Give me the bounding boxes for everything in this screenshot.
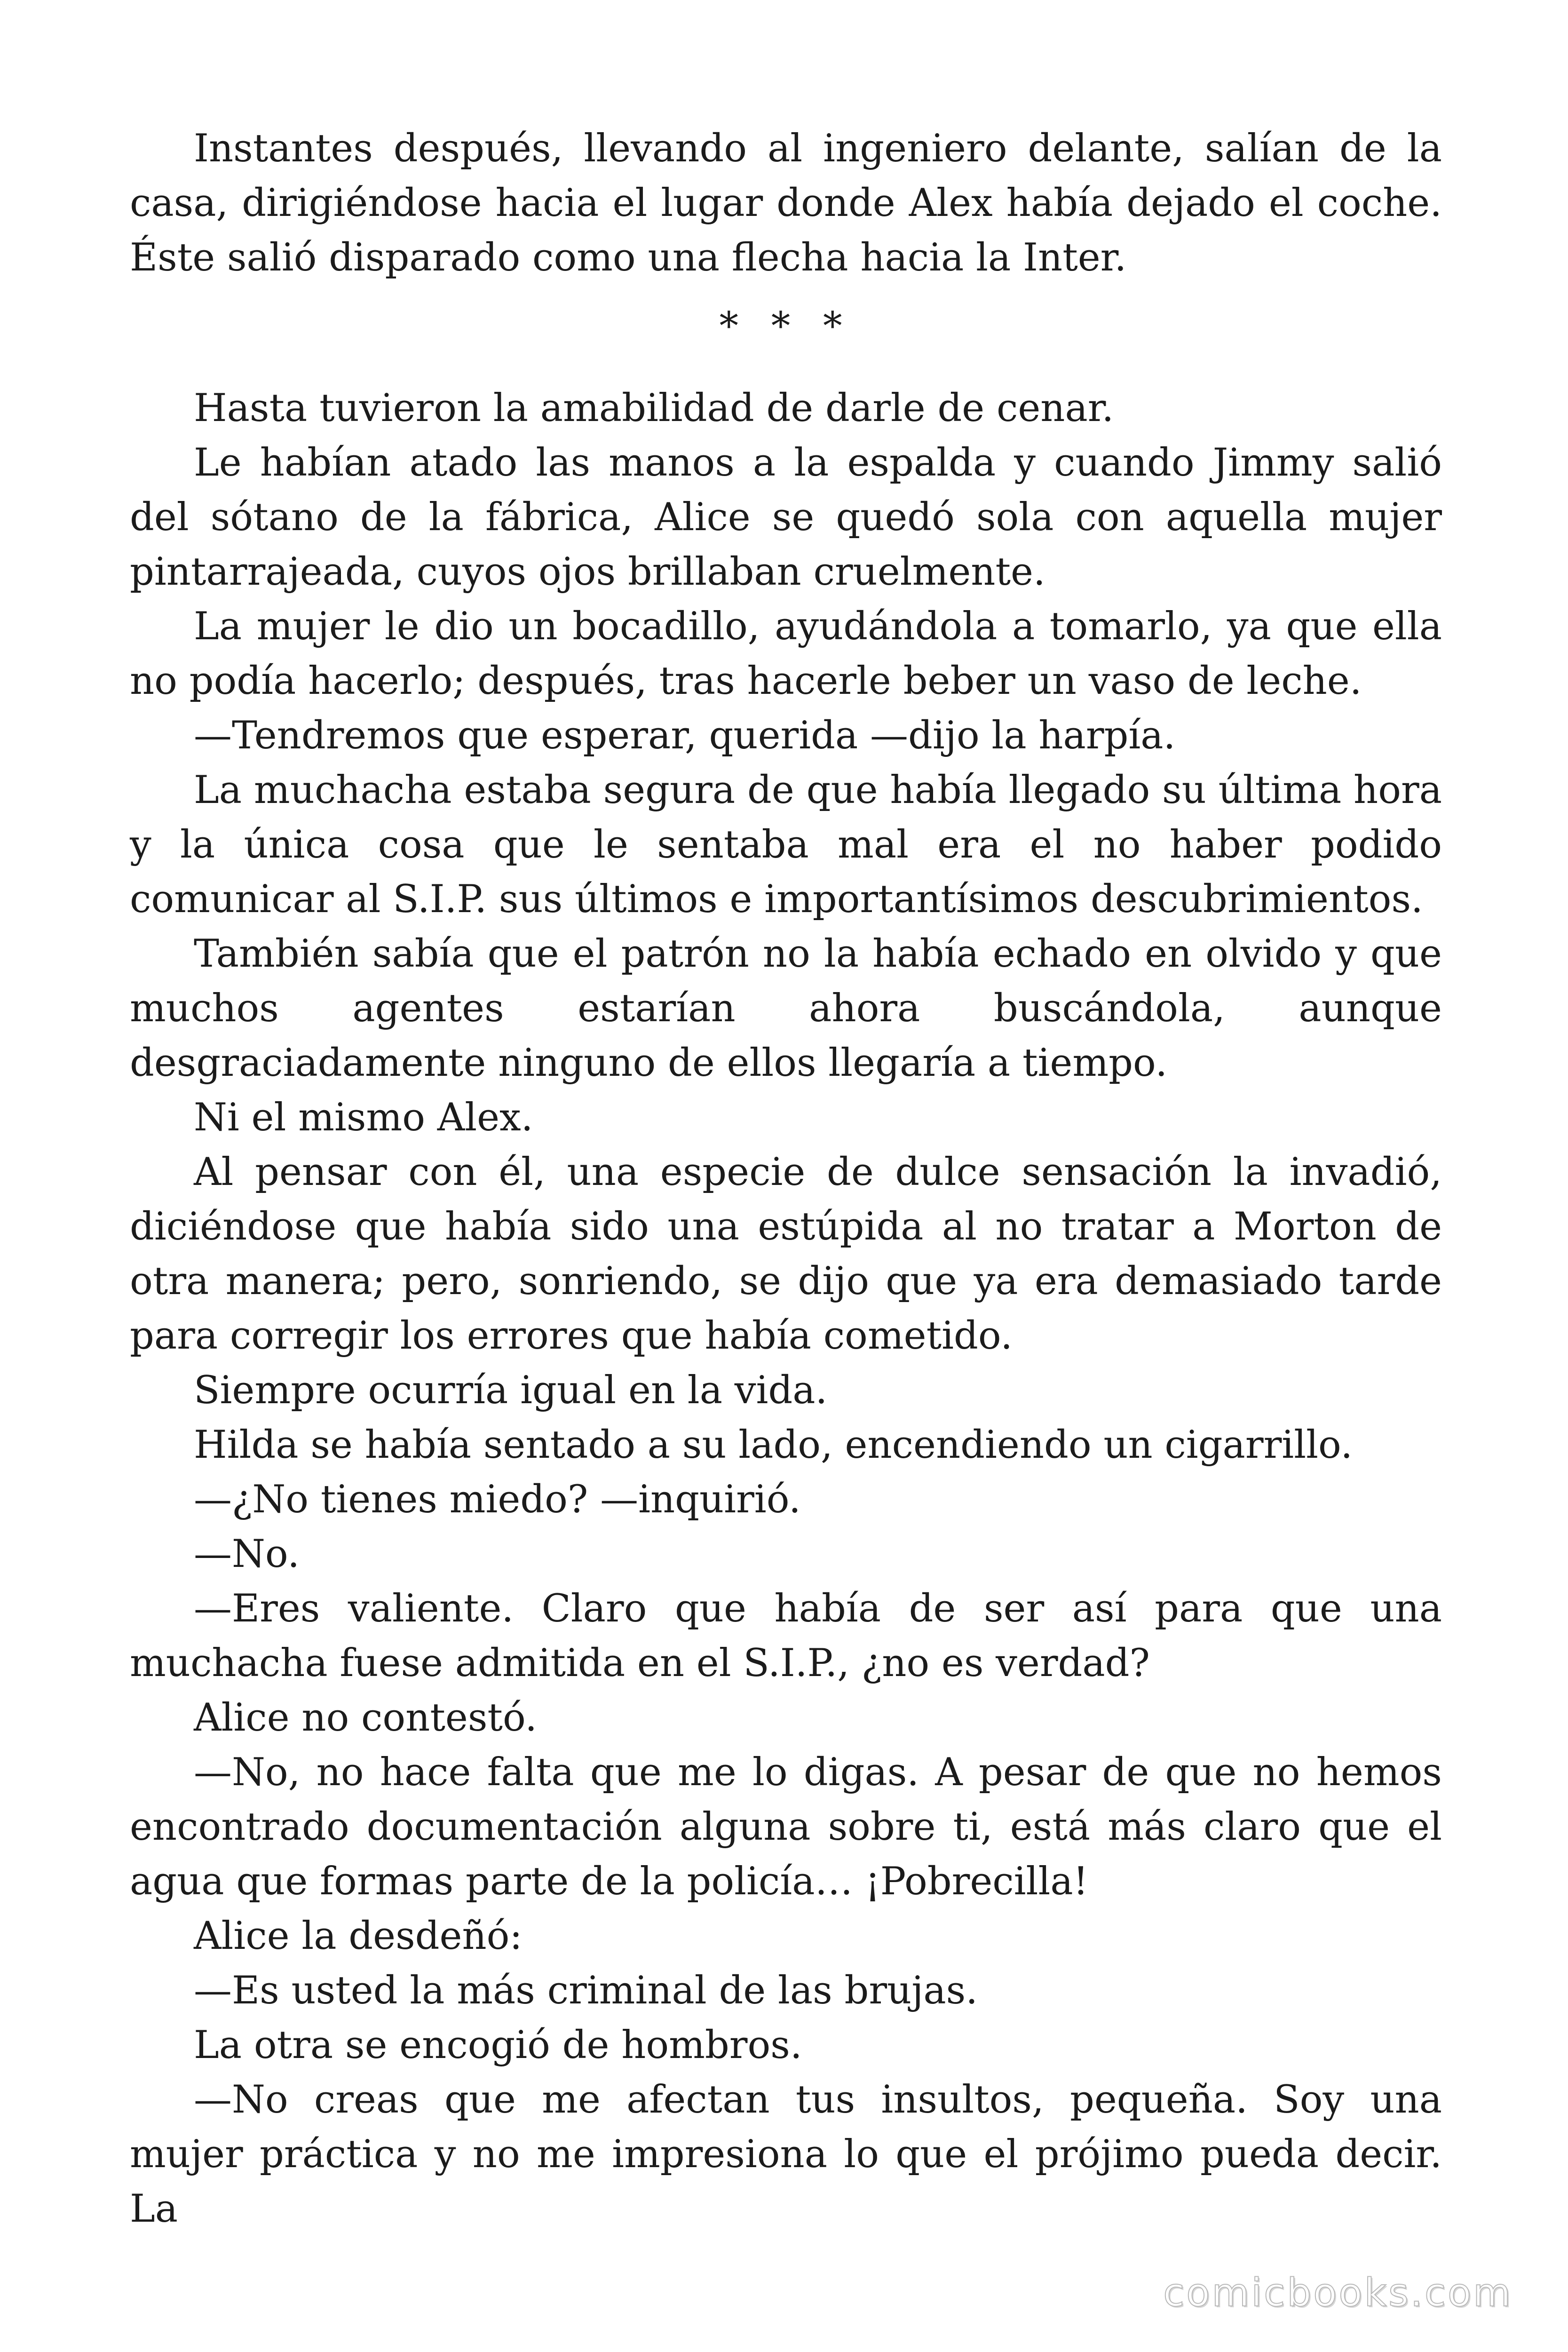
paragraph: Alice no contestó. [194,1696,538,1740]
scene-separator: * * * [719,304,853,349]
paragraph: La muchacha estaba segura de que había llegado su última hora y la única cosa que le sentaba mal era el no haber podido comunicar al S.I.P. sus últimos e importantísimos descubrimientos. [130,768,1442,922]
paragraph: Hasta tuvieron la amabilidad de darle de cenar. [194,386,1114,430]
paragraph: —Es usted la más criminal de las brujas. [194,1969,978,2013]
paragraph: Alice la desdeñó: [194,1914,523,1958]
paragraph: —¿No tienes miedo? —inquirió. [194,1478,801,1522]
watermark: comicbooks.com [1163,2271,1513,2315]
paragraph: La otra se encogió de hombros. [194,2023,802,2067]
paragraph: Instantes después, llevando al ingeniero delante, salían de la casa, dirigiéndose hacia el lugar donde Alex había dejado el coche. Éste salió disparado como una flecha hacia la Inter. [130,127,1442,280]
page-text [130,121,1442,2236]
paragraph: Le habían atado las manos a la espalda y cuando Jimmy salió del sótano de la fábrica, Alice se quedó sola con aquella mujer pintarrajeada, cuyos ojos brillaban cruelmente. [130,441,1442,594]
paragraph: —No creas que me afectan tus insultos, pequeña. Soy una mujer práctica y no me impresiona lo que el prójimo pueda decir. La [130,2078,1442,2231]
paragraph: —Eres valiente. Claro que había de ser así para que una muchacha fuese admitida en el S.I.P., ¿no es verdad? [130,1587,1442,1685]
paragraph: —No, no hace falta que me lo digas. A pesar de que no hemos encontrado documentación alguna sobre ti, está más claro que el agua que formas parte de la policía… ¡Pobrecilla! [130,1750,1442,1904]
paragraph: Al pensar con él, una especie de dulce sensación la invadió, diciéndose que había sido una estúpida al no tratar a Morton de otra manera; pero, sonriendo, se dijo que ya era demasiado tarde para corregir los errores que había cometido. [130,1150,1442,1358]
paragraph: Siempre ocurría igual en la vida. [194,1368,828,1413]
paragraph: Hilda se había sentado a su lado, encendiendo un cigarrillo. [194,1423,1353,1467]
paragraph: —Tendremos que esperar, querida —dijo la harpía. [194,714,1176,758]
paragraph: Ni el mismo Alex. [194,1096,533,1140]
paragraph: —No. [194,1532,300,1576]
paragraph: La mujer le dio un bocadillo, ayudándola a tomarlo, ya que ella no podía hacerlo; después, tras hacerle beber un vaso de leche. [130,604,1442,703]
paragraph: También sabía que el patrón no la había echado en olvido y que muchos agentes estarían ahora buscándola, aunque desgraciadamente ninguno de ellos llegaría a tiempo. [130,932,1442,1085]
